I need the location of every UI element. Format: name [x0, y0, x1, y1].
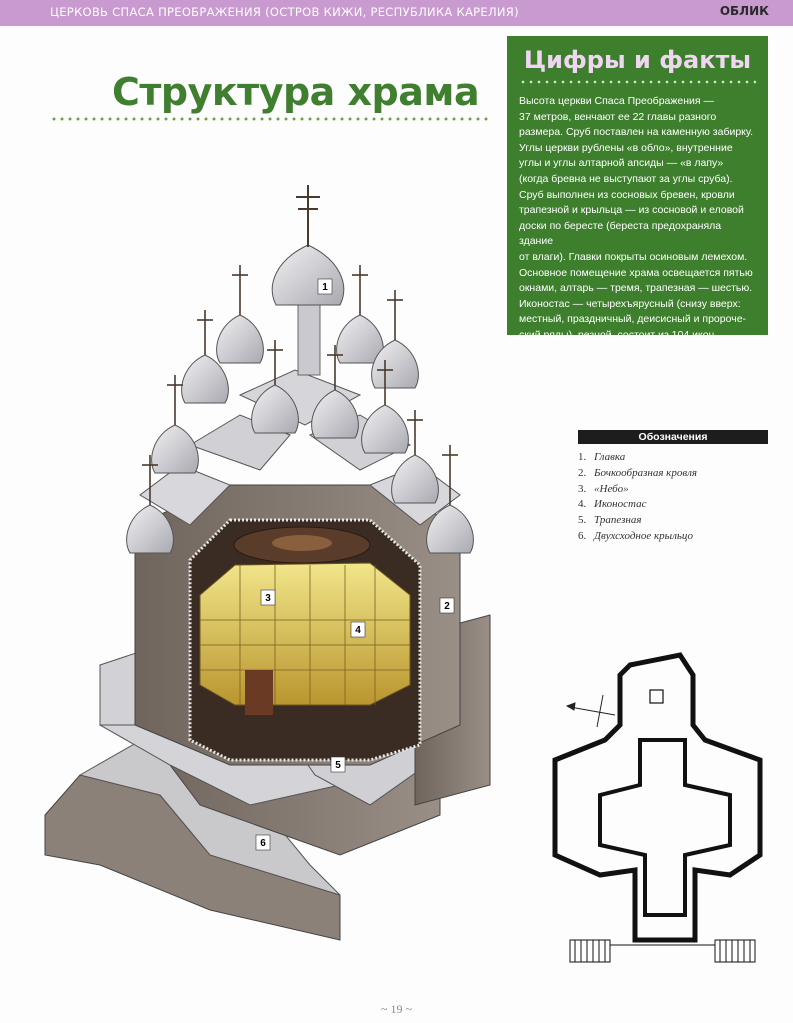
facts-line: окнами, алтарь — тремя, трапезная — шестью.: [519, 282, 753, 295]
plan-steps: [570, 940, 755, 962]
facts-line: (когда бревна не выступают за углы сруба).: [519, 172, 733, 185]
legend-label: Трапезная: [594, 514, 642, 527]
marker-6: [256, 835, 270, 850]
header-bar: [0, 0, 793, 26]
marker-2: [440, 598, 454, 613]
section-title: ЦЕРКОВЬ СПАСА ПРЕОБРАЖЕНИЯ (ОСТРОВ КИЖИ, РЕСПУБЛИКА КАРЕЛИЯ): [50, 5, 519, 19]
legend-num: 6.: [578, 529, 587, 542]
legend-item: [578, 497, 768, 513]
facts-line: Основное помещение храма освещается пятью: [519, 266, 753, 279]
plan-outline: [555, 655, 760, 940]
legend-item: [578, 513, 768, 529]
facts-line: Сруб выполнен из сосновых бревен, кровли: [519, 188, 735, 201]
marker-6-label: 6: [260, 838, 266, 849]
legend-item: [578, 482, 768, 498]
facts-line: 37 метров, венчают ее 22 главы разного: [519, 110, 717, 123]
legend-title: Обозначения: [578, 430, 768, 444]
marker-5-label: 5: [335, 760, 341, 771]
dome-main: [272, 185, 343, 375]
facts-divider: [519, 80, 756, 84]
facts-line: Высота церкви Спаса Преображения —: [519, 95, 715, 107]
legend-num: 5.: [578, 514, 587, 527]
marker-4: [351, 622, 365, 637]
legend: [578, 430, 768, 545]
section-tag: ОБЛИК: [719, 4, 769, 18]
marker-3: [261, 590, 275, 605]
legend-label: «Небо»: [594, 482, 629, 495]
legend-num: 3.: [578, 482, 587, 495]
legend-item: [578, 529, 768, 545]
cutaway-interior: [190, 520, 420, 760]
marker-1: [318, 279, 332, 294]
legend-label: Иконостас: [594, 498, 647, 511]
facts-line: размера. Сруб поставлен на каменную забирку.: [519, 126, 753, 139]
marker-3-label: 3: [265, 593, 271, 604]
facts-body: [519, 94, 756, 344]
facts-panel: [507, 36, 768, 341]
facts-line: ский ряды), резной, состоит из 104 икон.: [519, 328, 718, 341]
facts-line: Иконостас — четырехъярусный (снизу вверх:: [519, 297, 741, 310]
facts-line: местный, праздничный, деисисный и пророче-: [519, 313, 747, 326]
north-arrow: [567, 695, 615, 727]
facts-line: доски по бересте (береста предохраняла здание: [519, 219, 722, 248]
legend-label: Главка: [594, 451, 626, 463]
legend-label: Бочкообразная кровля: [594, 466, 698, 479]
facts-line: от влаги). Главки покрыты осиновым лемехом.: [519, 250, 748, 263]
dotted-divider: [50, 117, 490, 121]
legend-num: 2.: [578, 466, 587, 479]
legend-item: [578, 450, 768, 466]
marker-2-label: 2: [444, 601, 450, 612]
altar-table: [650, 690, 663, 703]
facts-title: Цифры и факты: [523, 46, 752, 74]
facts-line: Углы церкви рублены «в обло», внутренние: [519, 141, 733, 154]
legend-num: 4.: [578, 498, 587, 511]
page-number: ~ 19 ~: [381, 1002, 412, 1016]
legend-num: 1.: [578, 451, 587, 463]
marker-5: [331, 757, 345, 772]
legend-item: [578, 466, 768, 482]
legend-list: [578, 450, 768, 545]
marker-1-label: 1: [322, 282, 328, 293]
facts-line: трапезной и крыльца — из сосновой и еловой: [519, 204, 744, 217]
legend-label: Двухсходное крыльцо: [594, 529, 694, 542]
church-illustration: [40, 165, 505, 945]
facts-line: углы и углы алтарной апсиды — «в лапу»: [519, 157, 724, 170]
page-title: Структура храма: [112, 70, 480, 114]
marker-4-label: 4: [355, 625, 361, 636]
floor-plan: [545, 645, 780, 970]
